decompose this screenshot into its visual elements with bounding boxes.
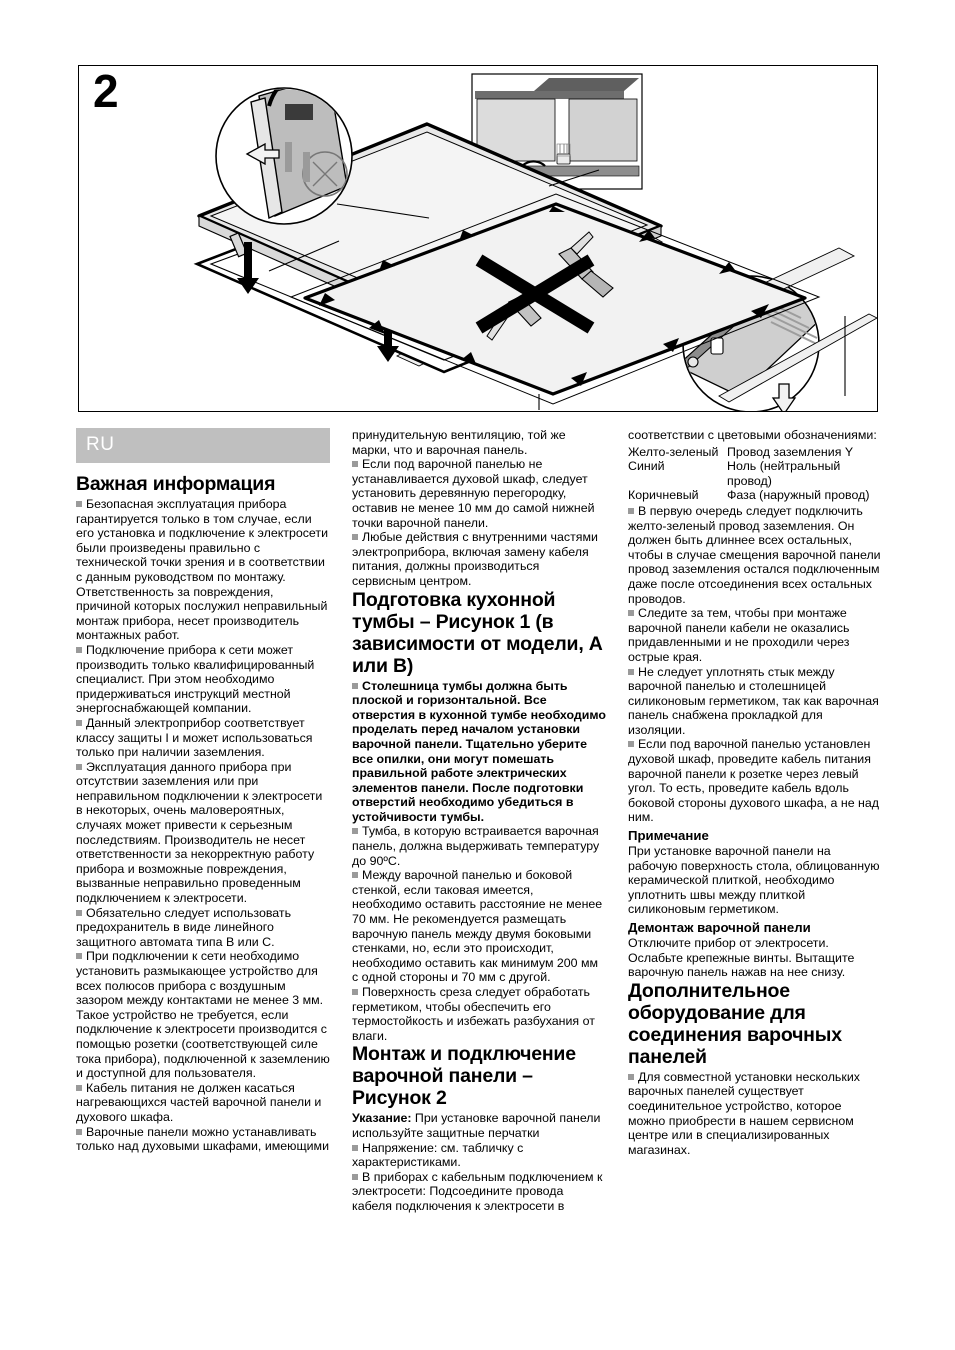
wire-function: Ноль (нейтральный провод) [727,459,841,488]
bullet-square-icon [352,683,358,689]
bullet-square-icon [76,501,82,507]
list-item-text: Безопасная эксплуатация прибора гарантируется только в том случае, если его установка и подключение к электросети были произведены правильно с технической точки зрения и в соответствии с данным руководством по монтажу. Ответственность за повреждения, причиной которых послужил неправильный монтаж прибора, несет производитель монтажных работ. [76,497,328,643]
language-badge: RU [76,428,330,463]
bullet-square-icon [76,1129,82,1135]
bullet-square-icon [352,1145,358,1151]
wire-function: Фаза (наружный провод) [727,488,870,503]
note-label: Указание: [352,1111,412,1126]
list-item-text: В приборах с кабельным подключением к электросети: Подсоедините провода кабеля подключения к электросети в [352,1169,603,1213]
list-item [76,643,330,716]
list-item-text: При подключении к сети необходимо установить размыкающее устройство для всех полюсов прибора с воздушным зазором между контактами не менее 3 мм. Такое устройство не требуется, если подключение к электросети производится с помощью розетки (соответствующей силе тока прибора), подключенной к заземлению и доступной для пользователя. [76,949,330,1081]
list-item-text: Кабель питания не должен касаться нагревающихся частей варочной панели и духового шкафа. [76,1080,322,1124]
bullet-square-icon [76,720,82,726]
bullet-square-icon [628,508,634,514]
note-paragraph [352,1111,606,1140]
figure-panel [78,65,878,412]
bullet-square-icon [628,741,634,747]
bullet-square-icon [76,910,82,916]
subheading-note: Примечание [628,828,709,844]
list-item-text: Эксплуатация данного прибора при отсутствии заземления или при неправильном подключении к электросети в некоторых, очень маловероятных, случаях может привести к серьезным последствиям. Производитель не несет ответственности за некорректную работу прибора и возможные повреждения, вызванные неправильно проведенным подключением к электросети. [76,759,323,906]
bullet-square-icon [628,669,634,675]
column-right [628,428,882,1318]
list-item [76,760,330,906]
list-item-text: Напряжение: см. табличку с характеристиками. [352,1140,524,1170]
list-item-text: Следите за тем, чтобы при монтаже варочной панели кабели не оказались придавленными и не проходили через острые края. [628,606,850,664]
column-middle [352,428,606,1318]
note-text: При установке варочной панели на рабочую поверхность стола, облицованную керамической плиткой, необходимо уплотнить швы между плиткой силиконовым герметиком. [628,844,880,917]
section-heading-installation: Монтаж и подключение варочной панели – Рисунок 2 [352,1043,576,1110]
bullet-square-icon [76,764,82,770]
list-item [352,824,606,868]
bullet-square-icon [76,1085,82,1091]
list-item [76,1125,330,1154]
list-item [76,906,330,950]
list-item-text: Любые действия с внутренними частями электроприбора, включая замену кабеля питания, должны производиться сервисным центром. [352,530,598,588]
table-row [628,459,882,488]
bullet-square-icon [76,647,82,653]
bullet-square-icon [76,953,82,959]
list-item-text: Столешница тумбы должна быть плоской и горизонтальной. Все отверстия в кухонной тумбе необходимо проделать перед началом установки варочной панели. Тщательно уберите все опилки, они могут помешать правильной работе электрических элементов панели. После подготовки отверстий необходимо убедиться в устойчивости тумбы. [352,678,606,824]
bullet-square-icon [352,828,358,834]
bullet-square-icon [352,461,358,467]
list-item-text: Если под варочной панелью установлен духовой шкаф, проведите кабель питания варочной панели к розетке через левый угол. То есть, проведите кабель вдоль боковой стороны духового шкафа, а не над ним. [628,737,879,825]
bullet-square-icon [352,1174,358,1180]
table-row [628,488,882,503]
list-item [628,665,882,738]
bullet-square-icon [352,989,358,995]
list-item [352,1170,606,1214]
subheading-removal: Демонтаж варочной панели [628,920,811,935]
wire-colour-table [628,445,882,503]
list-item-text: В первую очередь следует подключить желто-зеленый провод заземления. Он должен быть длиннее всех остальных, чтобы в случае смещения варочной панели провод заземления остался подключенным даже после отсоединения всех остальных проводов. [628,503,881,606]
wire-colour: Желто-зеленый [628,444,719,459]
list-item-text: Для совместной установки нескольких варочных панелей существует соединительное устройство, которое можно приобрести в нашем сервисном центре или в специализированных магазинах. [628,1069,860,1157]
list-item [628,737,882,825]
column-left [76,428,330,1318]
list-item-text: Поверхность среза следует обработать герметиком, чтобы обеспечить его термостойкость и избежать разбухания от влаги. [352,985,595,1043]
wire-function: Провод заземления Y [727,444,854,459]
list-item [352,530,606,588]
page-title: Важная информация [76,473,276,495]
note-text: При установке варочной панели используйте защитные перчатки [352,1111,601,1140]
list-item-text: Между варочной панелью и боковой стенкой, если таковая имеется, необходимо оставить расстояние не менее 70 мм. Не рекомендуется размещать варочную панель между двумя боковыми стенками, но, если это происходит, необходимо оставить как минимум 200 мм с одной стороны и 70 мм с другой. [352,868,603,985]
list-item [628,606,882,664]
list-item-text: Если под варочной панелью не устанавливается духовой шкаф, следует установить деревянную перегородку, оставив не менее 10 мм до самой нижней точки варочной панели. [352,457,595,530]
table-row [628,445,882,460]
continuation-text: соответствии с цветовыми обозначениями: [628,428,877,442]
section-heading-accessories: Дополнительное оборудование для соединения варочных панелей [628,979,842,1068]
list-item [76,949,330,1080]
list-item-text: Тумба, в которую встраивается варочная панель, должна выдерживать температуру до 90ºC. [352,824,600,868]
list-item [352,1141,606,1170]
instruction-text-body [76,428,882,1318]
list-item [76,1081,330,1125]
list-item-text: Обязательно следует использовать предохранитель в виде линейного защитного автомата типа B или C. [76,905,292,949]
list-item [628,504,882,606]
list-item-text: Подключение прибора к сети может производить только квалифицированный специалист. При этом необходимо придерживаться инструкций местной энергоснабжающей компании. [76,642,315,716]
list-item [352,868,606,985]
continuation-text: принудительную вентиляцию, той же марки, что и варочная панель. [352,428,566,457]
hob-installation-illustration [79,66,877,411]
wire-colour: Синий [628,459,665,474]
list-item-text: Варочные панели можно устанавливать только над духовыми шкафами, имеющими [76,1124,329,1154]
list-item [628,1070,882,1158]
list-item [352,679,606,825]
list-item [76,716,330,760]
list-item-text: Данный электроприбор соответствует классу защиты I и может использоваться только при наличии заземления. [76,715,313,760]
list-item-text: Не следует уплотнять стык между варочной панелью и столешницей силиконовым герметиком, так как варочная панель снабжена прокладкой для изоляции. [628,664,879,737]
list-item [76,497,330,643]
section-heading-preparation: Подготовка кухонной тумбы – Рисунок 1 (в зависимости от модели, A или B) [352,588,602,677]
bullet-square-icon [628,1074,634,1080]
bullet-square-icon [352,872,358,878]
bullet-square-icon [352,534,358,540]
list-item [352,985,606,1043]
figure-number: 2 [93,65,119,117]
removal-text: Отключите прибор от электросети. Ослабьте крепежные винты. Вытащите варочную панель нажав на нее снизу. [628,936,855,980]
bullet-square-icon [628,610,634,616]
wire-colour: Коричневый [628,488,699,503]
list-item [352,457,606,530]
